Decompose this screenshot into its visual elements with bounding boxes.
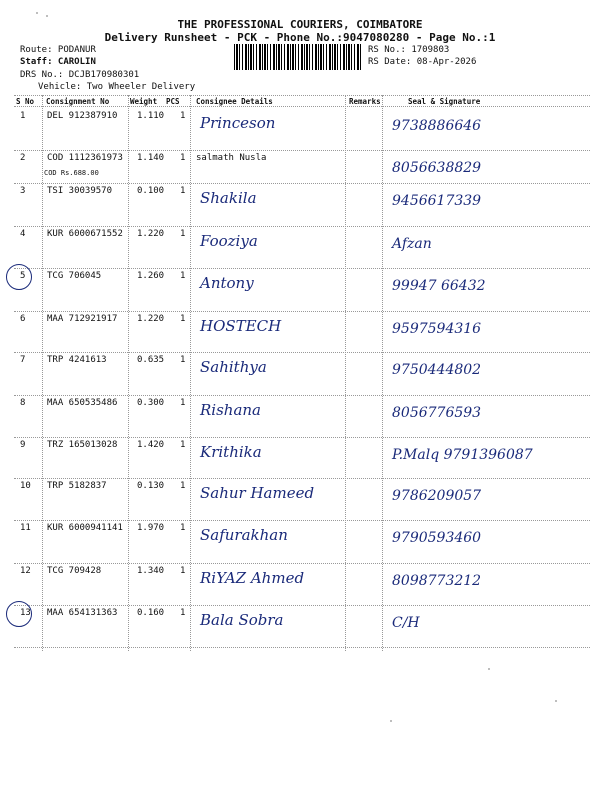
row-signature: 9597594316 bbox=[392, 321, 482, 337]
row-pcs: 1 bbox=[180, 398, 186, 408]
row-cod-amount: COD Rs.688.00 bbox=[44, 169, 99, 177]
row-consignment: TSI 30039570 bbox=[47, 186, 113, 196]
row-pcs: 1 bbox=[180, 440, 186, 450]
row-consignee: salmath Nusla bbox=[196, 153, 267, 163]
row-consignment: MAA 654131363 bbox=[47, 608, 118, 618]
row-pcs: 1 bbox=[180, 481, 186, 491]
row-sno: 1 bbox=[20, 111, 26, 121]
vehicle: Vehicle: Two Wheeler Delivery bbox=[38, 82, 196, 92]
row-pcs: 1 bbox=[180, 355, 186, 365]
company-title: THE PROFESSIONAL COURIERS, COIMBATORE bbox=[177, 18, 423, 31]
rs-number: RS No.: 1709803 bbox=[368, 45, 450, 55]
col-pcs: PCS bbox=[166, 97, 180, 106]
row-pcs: 1 bbox=[180, 111, 186, 121]
row-sno: 8 bbox=[20, 398, 26, 408]
row-sno: 9 bbox=[20, 440, 26, 450]
row-sno: 2 bbox=[20, 153, 26, 163]
row-consignment: DEL 912387910 bbox=[47, 111, 118, 121]
row-divider bbox=[14, 150, 590, 151]
row-consignment: KUR 6000671552 bbox=[47, 229, 123, 239]
staff: Staff: CAROLIN bbox=[20, 57, 96, 67]
row-divider bbox=[14, 183, 590, 184]
row-signature: 9786209057 bbox=[392, 488, 482, 504]
row-handwritten-name: HOSTECH bbox=[200, 317, 282, 335]
row-consignment: COD 1112361973 bbox=[47, 153, 123, 163]
row-sno: 10 bbox=[20, 481, 31, 491]
col-consignee: Consignee Details bbox=[196, 97, 273, 106]
row-handwritten-name: Princeson bbox=[200, 114, 276, 132]
row-divider bbox=[14, 563, 590, 564]
row-signature: 99947 66432 bbox=[392, 278, 486, 294]
divider bbox=[14, 95, 590, 96]
row-weight: 1.220 bbox=[137, 314, 165, 324]
row-sno: 4 bbox=[20, 229, 26, 239]
row-weight: 1.260 bbox=[137, 271, 165, 281]
row-sno: 5 bbox=[20, 271, 26, 281]
col-remarks: Remarks bbox=[349, 97, 381, 106]
scan-dot bbox=[488, 668, 490, 670]
col-weight: Weight bbox=[130, 97, 158, 106]
row-weight: 1.220 bbox=[137, 229, 165, 239]
divider bbox=[345, 95, 346, 651]
row-handwritten-name: Bala Sobra bbox=[200, 611, 284, 629]
divider bbox=[42, 95, 43, 651]
row-divider bbox=[14, 311, 590, 312]
row-pcs: 1 bbox=[180, 566, 186, 576]
scan-dot bbox=[390, 720, 392, 722]
row-5-circle-mark bbox=[6, 264, 32, 290]
row-consignment: MAA 650535486 bbox=[47, 398, 118, 408]
row-handwritten-name: Rishana bbox=[200, 401, 261, 419]
row-signature: 8056638829 bbox=[392, 160, 482, 176]
row-divider bbox=[14, 437, 590, 438]
row-sno: 13 bbox=[20, 608, 31, 618]
row-signature: 9456617339 bbox=[392, 193, 482, 209]
row-signature: 8098773212 bbox=[392, 573, 482, 589]
scan-dot bbox=[555, 700, 557, 702]
row-weight: 1.970 bbox=[137, 523, 165, 533]
col-sno: S No bbox=[16, 97, 35, 106]
row-weight: 1.340 bbox=[137, 566, 165, 576]
row-weight: 0.635 bbox=[137, 355, 165, 365]
rs-date: RS Date: 08-Apr-2026 bbox=[368, 57, 477, 67]
col-consignment: Consignment No bbox=[46, 97, 110, 106]
row-pcs: 1 bbox=[180, 186, 186, 196]
route: Route: PODANUR bbox=[20, 45, 96, 55]
drs-number: DRS No.: DCJB170980301 bbox=[20, 70, 140, 80]
row-divider bbox=[14, 226, 590, 227]
row-weight: 1.110 bbox=[137, 111, 165, 121]
row-signature: 9750444802 bbox=[392, 362, 482, 378]
divider bbox=[382, 95, 383, 651]
row-weight: 0.100 bbox=[137, 186, 165, 196]
row-weight: 0.130 bbox=[137, 481, 165, 491]
scan-dot bbox=[36, 12, 38, 14]
scan-dot bbox=[46, 15, 48, 17]
row-handwritten-name: Krithika bbox=[200, 443, 262, 461]
row-consignment: TRP 5182837 bbox=[47, 481, 107, 491]
runsheet-subtitle: Delivery Runsheet - PCK - Phone No.:9047080280 - Page No.:1 bbox=[104, 31, 496, 44]
row-divider bbox=[14, 647, 590, 648]
row-signature: P.Malq 9791396087 bbox=[392, 447, 533, 463]
row-signature: Afzan bbox=[392, 236, 432, 252]
row-signature: 9790593460 bbox=[392, 530, 482, 546]
row-sno: 12 bbox=[20, 566, 31, 576]
row-sno: 7 bbox=[20, 355, 26, 365]
divider bbox=[128, 95, 129, 651]
row-consignment: TCG 709428 bbox=[47, 566, 102, 576]
row-pcs: 1 bbox=[180, 608, 186, 618]
row-consignment: TRP 4241613 bbox=[47, 355, 107, 365]
row-signature: C/H bbox=[392, 615, 420, 631]
row-pcs: 1 bbox=[180, 229, 186, 239]
row-handwritten-name: Fooziya bbox=[200, 232, 258, 250]
row-consignment: KUR 6000941141 bbox=[47, 523, 123, 533]
col-seal: Seal & Signature bbox=[408, 97, 481, 106]
row-divider bbox=[14, 268, 590, 269]
row-signature: 9738886646 bbox=[392, 118, 482, 134]
divider bbox=[14, 106, 590, 107]
row-signature: 8056776593 bbox=[392, 405, 482, 421]
row-divider bbox=[14, 478, 590, 479]
row-weight: 1.140 bbox=[137, 153, 165, 163]
row-pcs: 1 bbox=[180, 523, 186, 533]
row-handwritten-name: Sahithya bbox=[200, 358, 267, 376]
row-handwritten-name: Sahur Hameed bbox=[200, 484, 315, 502]
row-sno: 6 bbox=[20, 314, 26, 324]
row-pcs: 1 bbox=[180, 153, 186, 163]
row-sno: 11 bbox=[20, 523, 31, 533]
row-sno: 3 bbox=[20, 186, 26, 196]
row-handwritten-name: Safurakhan bbox=[200, 526, 288, 544]
row-handwritten-name: RiYAZ Ahmed bbox=[200, 569, 305, 587]
row-weight: 0.300 bbox=[137, 398, 165, 408]
row-handwritten-name: Shakila bbox=[200, 189, 257, 207]
barcode-image bbox=[234, 44, 362, 70]
row-weight: 1.420 bbox=[137, 440, 165, 450]
divider bbox=[190, 95, 191, 651]
row-consignment: TCG 706045 bbox=[47, 271, 102, 281]
row-consignment: MAA 712921917 bbox=[47, 314, 118, 324]
row-consignment: TRZ 165013028 bbox=[47, 440, 118, 450]
row-divider bbox=[14, 395, 590, 396]
row-handwritten-name: Antony bbox=[200, 274, 254, 292]
row-weight: 0.160 bbox=[137, 608, 165, 618]
row-divider bbox=[14, 520, 590, 521]
row-pcs: 1 bbox=[180, 271, 186, 281]
row-13-circle-mark bbox=[6, 601, 32, 627]
row-divider bbox=[14, 605, 590, 606]
row-pcs: 1 bbox=[180, 314, 186, 324]
row-divider bbox=[14, 352, 590, 353]
